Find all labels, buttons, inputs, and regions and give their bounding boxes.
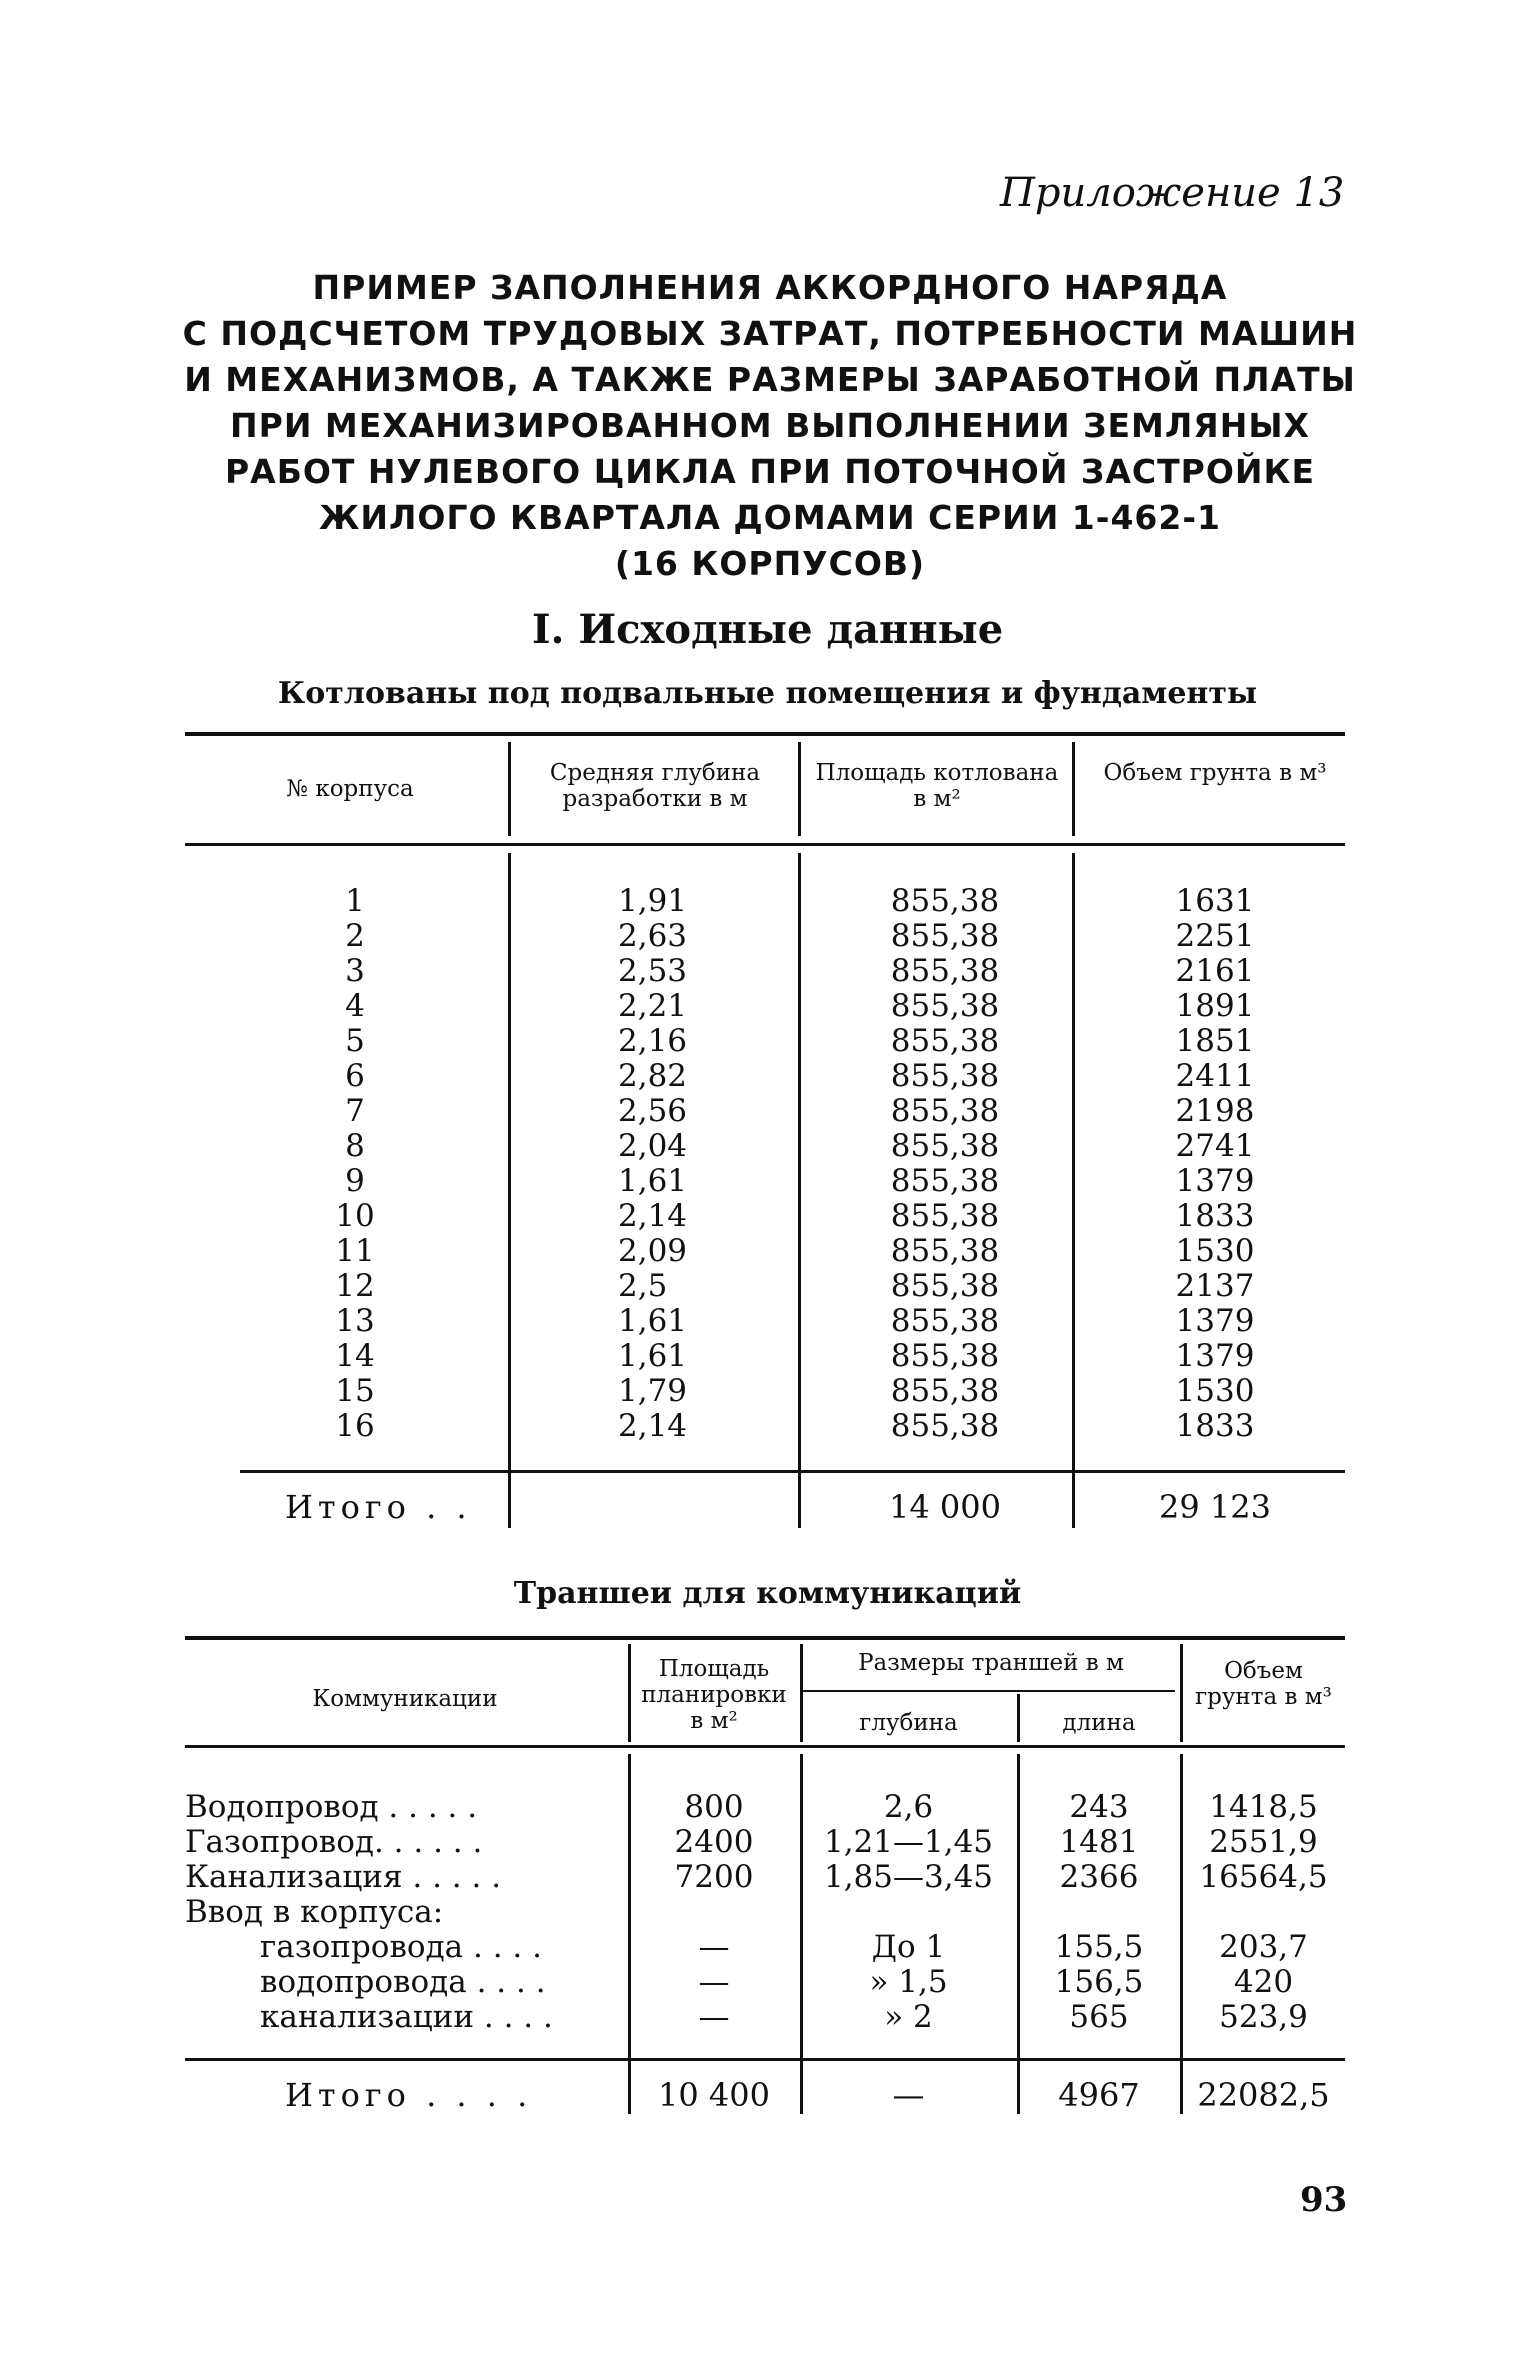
table1-top-rule (185, 732, 1345, 736)
table1-cell: 855,38 (890, 918, 1000, 954)
title-line: РАБОТ НУЛЕВОГО ЦИКЛА ПРИ ПОТОЧНОЙ ЗАСТРОЙКЕ (224, 452, 1316, 491)
table2-cell-volume: 203,7 (1219, 1929, 1308, 1965)
table1-header-depth: Средняя глубина разработки в м (549, 760, 761, 812)
table1-cell: 1530 (1175, 1233, 1255, 1269)
table2-divider (1180, 1754, 1183, 2114)
table1-cell: 1851 (1175, 1023, 1255, 1059)
title-line: (16 КОРПУСОВ) (614, 544, 926, 583)
table1-cell: 855,38 (890, 1163, 1000, 1199)
table2-total-plan: 10 400 (658, 2076, 770, 2114)
table1-cell: 2,5 (618, 1268, 668, 1304)
table1-column-number (295, 884, 415, 1444)
table1-cell: 11 (335, 1233, 375, 1269)
table1-cell: 1,61 (618, 1338, 688, 1374)
table2-dims-rule (800, 1690, 1175, 1692)
table2-divider (628, 1644, 631, 1742)
table1-total-rule (240, 1470, 1345, 1473)
table2-cell-depth: » 1,5 (869, 1964, 948, 2000)
table2-cell-plan: 7200 (674, 1859, 754, 1895)
table1-cell: 855,38 (890, 1338, 1000, 1374)
table1-cell: 2,82 (618, 1058, 688, 1094)
table2-cell-volume: 523,9 (1219, 1999, 1308, 2035)
table1-cell: 855,38 (890, 1058, 1000, 1094)
table1-header-area: Площадь котлована в м² (815, 760, 1059, 812)
table1-divider (1072, 853, 1075, 1528)
table2-header-length: длина (1062, 1710, 1136, 1736)
table2-total-depth: — (892, 2076, 925, 2114)
table1-cell: 2,53 (618, 953, 688, 989)
table2-divider (628, 1754, 631, 2114)
table1-cell: 1,79 (618, 1373, 688, 1409)
table2-caption: Траншеи для коммуникаций (513, 1576, 1022, 1611)
table1-cell: 2,21 (618, 988, 688, 1024)
table1-cell: 855,38 (890, 883, 1000, 919)
table1-cell: 5 (345, 1023, 365, 1059)
table2-cell-plan (634, 1895, 794, 1930)
table1-cell: 4 (345, 988, 365, 1024)
table1-cell: 855,38 (890, 1373, 1000, 1409)
table1-divider (508, 742, 511, 836)
table2-cell-name: Канализация . . . . . (185, 1859, 502, 1895)
table1-cell: 855,38 (890, 1023, 1000, 1059)
section-title: I. Исходные данные (531, 606, 1004, 653)
table1-cell: 855,38 (890, 1408, 1000, 1444)
table2-cell-length: 2366 (1059, 1859, 1139, 1895)
table2-total-rule (185, 2058, 1345, 2061)
table1-cell: 1891 (1175, 988, 1255, 1024)
table1-cell: 855,38 (890, 1128, 1000, 1164)
table2-cell-length: 155,5 (1054, 1929, 1144, 1965)
table1-cell: 1379 (1175, 1338, 1255, 1374)
table1-cell: 855,38 (890, 1233, 1000, 1269)
table2-cell-volume: 1418,5 (1209, 1789, 1318, 1825)
title-line: С ПОДСЧЕТОМ ТРУДОВЫХ ЗАТРАТ, ПОТРЕБНОСТИ МАШИН (182, 314, 1358, 353)
table1-cell: 14 (335, 1338, 375, 1374)
table2-column-plan (634, 1790, 794, 2035)
title-line: И МЕХАНИЗМОВ, А ТАКЖЕ РАЗМЕРЫ ЗАРАБОТНОЙ ПЛАТЫ (184, 360, 1356, 399)
table2-cell-length: 565 (1069, 1999, 1129, 2035)
table2-column-name (185, 1790, 625, 2035)
table2-total-label: Итого . . . . (285, 2076, 533, 2114)
table1-cell: 1 (345, 883, 365, 919)
table1-cell: 1,61 (618, 1163, 688, 1199)
table1-divider (1072, 742, 1075, 836)
table1-cell: 7 (345, 1093, 365, 1129)
table2-cell-plan: 800 (684, 1789, 744, 1825)
title-line: ПРИМЕР ЗАПОЛНЕНИЯ АККОРДНОГО НАРЯДА (312, 268, 1228, 307)
table1-cell: 1530 (1175, 1373, 1255, 1409)
table1-divider (508, 853, 511, 1528)
table1-cell: 9 (345, 1163, 365, 1199)
table2-cell-plan: — (698, 1964, 730, 2000)
table1-cell: 1379 (1175, 1163, 1255, 1199)
table1-column-depth (618, 884, 738, 1444)
table1-cell: 855,38 (890, 1093, 1000, 1129)
table1-header-number: № корпуса (286, 776, 414, 802)
table1-cell: 2,14 (618, 1198, 688, 1234)
table2-cell-volume: 2551,9 (1209, 1824, 1318, 1860)
table1-total-volume: 29 123 (1159, 1488, 1271, 1526)
table2-header-rule (185, 1745, 1345, 1748)
table2-header-plan-area: Площадь планировки в м² (641, 1656, 787, 1734)
table1-divider (798, 853, 801, 1528)
table1-cell: 2,16 (618, 1023, 688, 1059)
table1-cell: 855,38 (890, 1198, 1000, 1234)
table1-column-area (860, 884, 1030, 1444)
table1-header-rule (185, 843, 1345, 846)
title-line: ЖИЛОГО КВАРТАЛА ДОМАМИ СЕРИИ 1-462-1 (318, 498, 1222, 537)
table2-divider (1017, 1754, 1020, 2114)
table1-cell: 1833 (1175, 1198, 1255, 1234)
table2-header-dims: Размеры траншей в м (858, 1650, 1124, 1676)
table2-cell-plan: 2400 (674, 1824, 754, 1860)
table2-total-length: 4967 (1058, 2076, 1140, 2114)
table2-top-rule (185, 1636, 1345, 1640)
table2-total-volume: 22082,5 (1197, 2076, 1330, 2114)
table1-cell: 1833 (1175, 1408, 1255, 1444)
table2-cell-depth: До 1 (871, 1929, 946, 1965)
document-title (180, 265, 1360, 587)
table2-column-length (1023, 1790, 1175, 2035)
table2-cell-depth: » 2 (884, 1999, 933, 2035)
table2-header-volume: Объем грунта в м³ (1195, 1658, 1332, 1710)
table1-cell: 855,38 (890, 1303, 1000, 1339)
table2-cell-volume: 420 (1233, 1964, 1294, 2000)
table1-cell: 2137 (1175, 1268, 1255, 1304)
table2-cell-plan: — (698, 1929, 730, 1965)
table1-cell: 855,38 (890, 1268, 1000, 1304)
table2-cell-plan: — (698, 1999, 730, 2035)
table1-cell: 2161 (1175, 953, 1255, 989)
page-number: 93 (1300, 2180, 1348, 2220)
table1-cell: 2,09 (618, 1233, 688, 1269)
table2-header-name: Коммуникации (312, 1686, 498, 1712)
table2-cell-depth: 2,6 (883, 1789, 934, 1825)
table1-cell: 855,38 (890, 953, 1000, 989)
table1-cell: 6 (345, 1058, 365, 1094)
table1-cell: 1379 (1175, 1303, 1255, 1339)
table1-header-volume: Объем грунта в м³ (1103, 760, 1327, 786)
table1-cell: 1631 (1175, 883, 1255, 919)
table2-cell-depth: 1,85—3,45 (823, 1859, 994, 1895)
table1-cell: 15 (335, 1373, 375, 1409)
title-line: ПРИ МЕХАНИЗИРОВАННОМ ВЫПОЛНЕНИИ ЗЕМЛЯНЫХ (230, 406, 1310, 445)
table1-cell: 2 (345, 918, 365, 954)
table2-cell-depth (806, 1895, 1011, 1930)
table2-cell-length: 243 (1069, 1789, 1129, 1825)
table1-cell: 3 (345, 953, 365, 989)
table2-cell-name: Водопровод . . . . . (185, 1789, 478, 1825)
table1-cell: 8 (345, 1128, 365, 1164)
table1-cell: 1,91 (618, 883, 688, 919)
table2-cell-name: канализации . . . . (260, 1999, 553, 2035)
appendix-label: Приложение 13 (1000, 170, 1345, 216)
table2-cell-volume (1186, 1895, 1341, 1930)
table1-cell: 2,14 (618, 1408, 688, 1444)
table2-cell-volume: 16564,5 (1199, 1859, 1328, 1895)
table1-column-volume (1135, 884, 1295, 1444)
table2-cell-name: Ввод в корпуса: (185, 1894, 444, 1930)
table2-divider (1017, 1694, 1020, 1742)
table1-cell: 2198 (1175, 1093, 1255, 1129)
table1-total-label: Итого . . (285, 1488, 472, 1526)
table1-caption: Котлованы под подвальные помещения и фундаменты (277, 676, 1258, 711)
table1-cell: 2,56 (618, 1093, 688, 1129)
table2-divider (800, 1754, 803, 2114)
table2-divider (800, 1644, 803, 1742)
table1-cell: 2251 (1175, 918, 1255, 954)
table1-cell: 2411 (1175, 1058, 1255, 1094)
table1-cell: 855,38 (890, 988, 1000, 1024)
table1-total-area: 14 000 (889, 1488, 1001, 1526)
table2-cell-name: газопровода . . . . (260, 1929, 542, 1965)
table1-cell: 12 (335, 1268, 375, 1304)
table2-divider (1180, 1644, 1183, 1742)
table2-column-volume (1186, 1790, 1341, 2035)
table1-divider (798, 742, 801, 836)
table1-cell: 2741 (1175, 1128, 1255, 1164)
table2-cell-name: водопровода . . . . (260, 1964, 546, 2000)
table1-cell: 2,63 (618, 918, 688, 954)
table2-header-depth: глубина (859, 1710, 958, 1736)
table2-cell-name: Газопровод. . . . . . (185, 1824, 483, 1860)
table2-cell-length (1023, 1895, 1175, 1930)
table1-cell: 16 (335, 1408, 375, 1444)
table2-cell-depth: 1,21—1,45 (823, 1824, 994, 1860)
table1-cell: 1,61 (618, 1303, 688, 1339)
table1-cell: 2,04 (618, 1128, 688, 1164)
table2-cell-length: 1481 (1059, 1824, 1139, 1860)
table1-cell: 13 (335, 1303, 375, 1339)
table1-cell: 10 (335, 1198, 375, 1234)
table2-cell-length: 156,5 (1054, 1964, 1144, 2000)
table2-column-depth (806, 1790, 1011, 2035)
